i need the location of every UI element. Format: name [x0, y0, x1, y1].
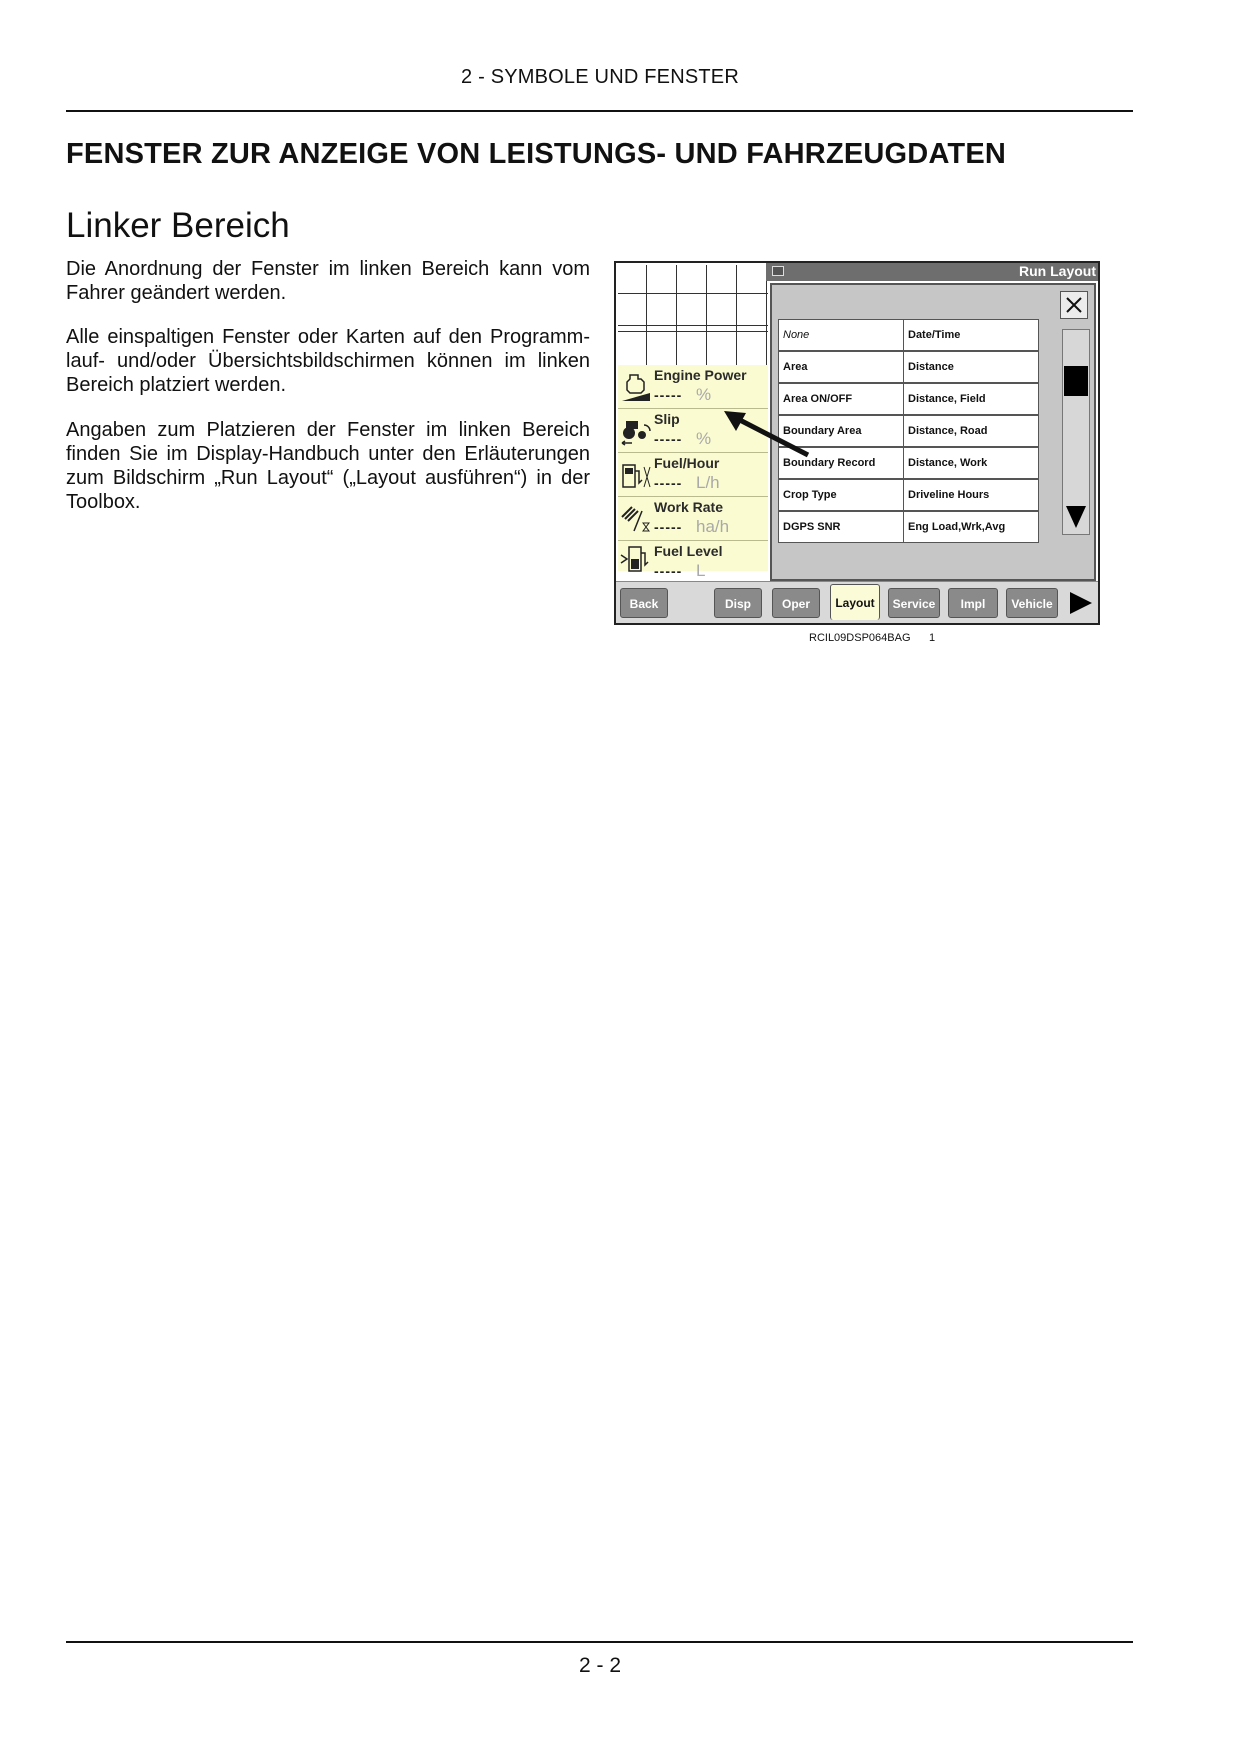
- tab-bar: [616, 581, 1098, 624]
- metric-value: -----: [654, 563, 683, 579]
- option-crop-type[interactable]: Crop Type: [778, 479, 914, 511]
- tab-disp[interactable]: Disp: [714, 588, 762, 618]
- tractor-slip-icon: [620, 415, 652, 447]
- metric-unit: L: [696, 561, 706, 580]
- tab-oper[interactable]: Oper: [772, 588, 820, 618]
- pointer-arrow-icon: [716, 403, 816, 463]
- option-driveline-hours[interactable]: Driveline Hours: [903, 479, 1039, 511]
- option-distance-field[interactable]: Distance, Field: [903, 383, 1039, 415]
- metric-value: -----: [654, 387, 683, 403]
- header-rule: [66, 110, 1133, 112]
- figure-number: 1: [929, 632, 936, 644]
- metric-label: Engine Power: [654, 367, 747, 383]
- option-eng-load[interactable]: Eng Load,Wrk,Avg: [903, 511, 1039, 543]
- tab-vehicle[interactable]: Vehicle: [1006, 588, 1058, 618]
- tab-impl[interactable]: Impl: [948, 588, 998, 618]
- option-date-time[interactable]: Date/Time: [903, 319, 1039, 351]
- paragraph-3: Angaben zum Platzieren der Fenster im linken Bereich finden Sie im Display-Handbuch unter den Erläuterungen zum Bildschirm „Run Layout“ („Layout ausführen“) in der Toolbox.: [66, 419, 590, 513]
- option-boundary-record[interactable]: Boundary Record: [778, 447, 914, 479]
- option-distance-road[interactable]: Distance, Road: [903, 415, 1039, 447]
- run-layout-screenshot: [614, 261, 1100, 625]
- option-none[interactable]: None: [778, 319, 914, 351]
- metric-label: Slip: [654, 411, 680, 427]
- paragraph-1: Die Anordnung der Fenster im linken Bereich kann vom Fahrer geändert werden.: [66, 258, 590, 304]
- section-title: FENSTER ZUR ANZEIGE VON LEISTUNGS- UND FAHRZEUGDATEN: [66, 138, 1007, 170]
- tab-service[interactable]: Service: [888, 588, 940, 618]
- metric-unit: %: [696, 385, 712, 404]
- scroll-thumb[interactable]: [1064, 366, 1088, 396]
- metric-label: Fuel Level: [654, 543, 723, 559]
- window-icon: [772, 266, 784, 276]
- option-boundary-area[interactable]: Boundary Area: [778, 415, 914, 447]
- option-distance-work[interactable]: Distance, Work: [903, 447, 1039, 479]
- metric-value: -----: [654, 475, 683, 491]
- option-distance[interactable]: Distance: [903, 351, 1039, 383]
- paragraph-2: Alle einspaltigen Fenster oder Karten auf den Programm-lauf- und/oder Übersichtsbildschirmen können im linken Bereich platziert werden.: [66, 326, 590, 396]
- tab-back[interactable]: Back: [620, 588, 668, 618]
- running-header: 2 - SYMBOLE UND FENSTER: [461, 66, 739, 88]
- option-area-on-off[interactable]: Area ON/OFF: [778, 383, 914, 415]
- subsection-title: Linker Bereich: [66, 206, 290, 245]
- metric-work-rate[interactable]: [618, 497, 768, 541]
- close-icon: [1061, 292, 1087, 318]
- scrollbar[interactable]: [1062, 329, 1090, 535]
- fuel-level-icon: [620, 543, 652, 575]
- tab-layout[interactable]: Layout: [830, 584, 880, 620]
- engine-icon: [620, 371, 652, 403]
- next-arrow-icon[interactable]: [1066, 590, 1094, 616]
- figure-code: RCIL09DSP064BAG: [809, 632, 911, 644]
- metric-value: -----: [654, 519, 683, 535]
- metric-fuel-level[interactable]: [618, 541, 768, 580]
- page-number: 2 - 2: [578, 1654, 622, 1677]
- metric-label: Fuel/Hour: [654, 455, 720, 471]
- scroll-down-arrow-icon[interactable]: [1064, 502, 1088, 532]
- metric-unit: %: [696, 429, 712, 448]
- metrics-panel: [618, 365, 768, 580]
- close-button[interactable]: [1060, 291, 1088, 319]
- layout-options-dialog: [770, 283, 1096, 581]
- metric-label: Work Rate: [654, 499, 723, 515]
- window-title: Run Layout: [1019, 263, 1096, 279]
- metric-unit: ha/h: [696, 517, 730, 536]
- grid-area: [618, 265, 768, 365]
- option-dgps-snr[interactable]: DGPS SNR: [778, 511, 914, 543]
- window-title-bar: [766, 263, 1100, 281]
- metric-value: -----: [654, 431, 683, 447]
- option-area[interactable]: Area: [778, 351, 914, 383]
- metric-unit: L/h: [696, 473, 720, 492]
- work-rate-icon: [620, 503, 652, 535]
- fuel-pump-icon: [620, 459, 652, 491]
- footer-rule: [66, 1641, 1133, 1643]
